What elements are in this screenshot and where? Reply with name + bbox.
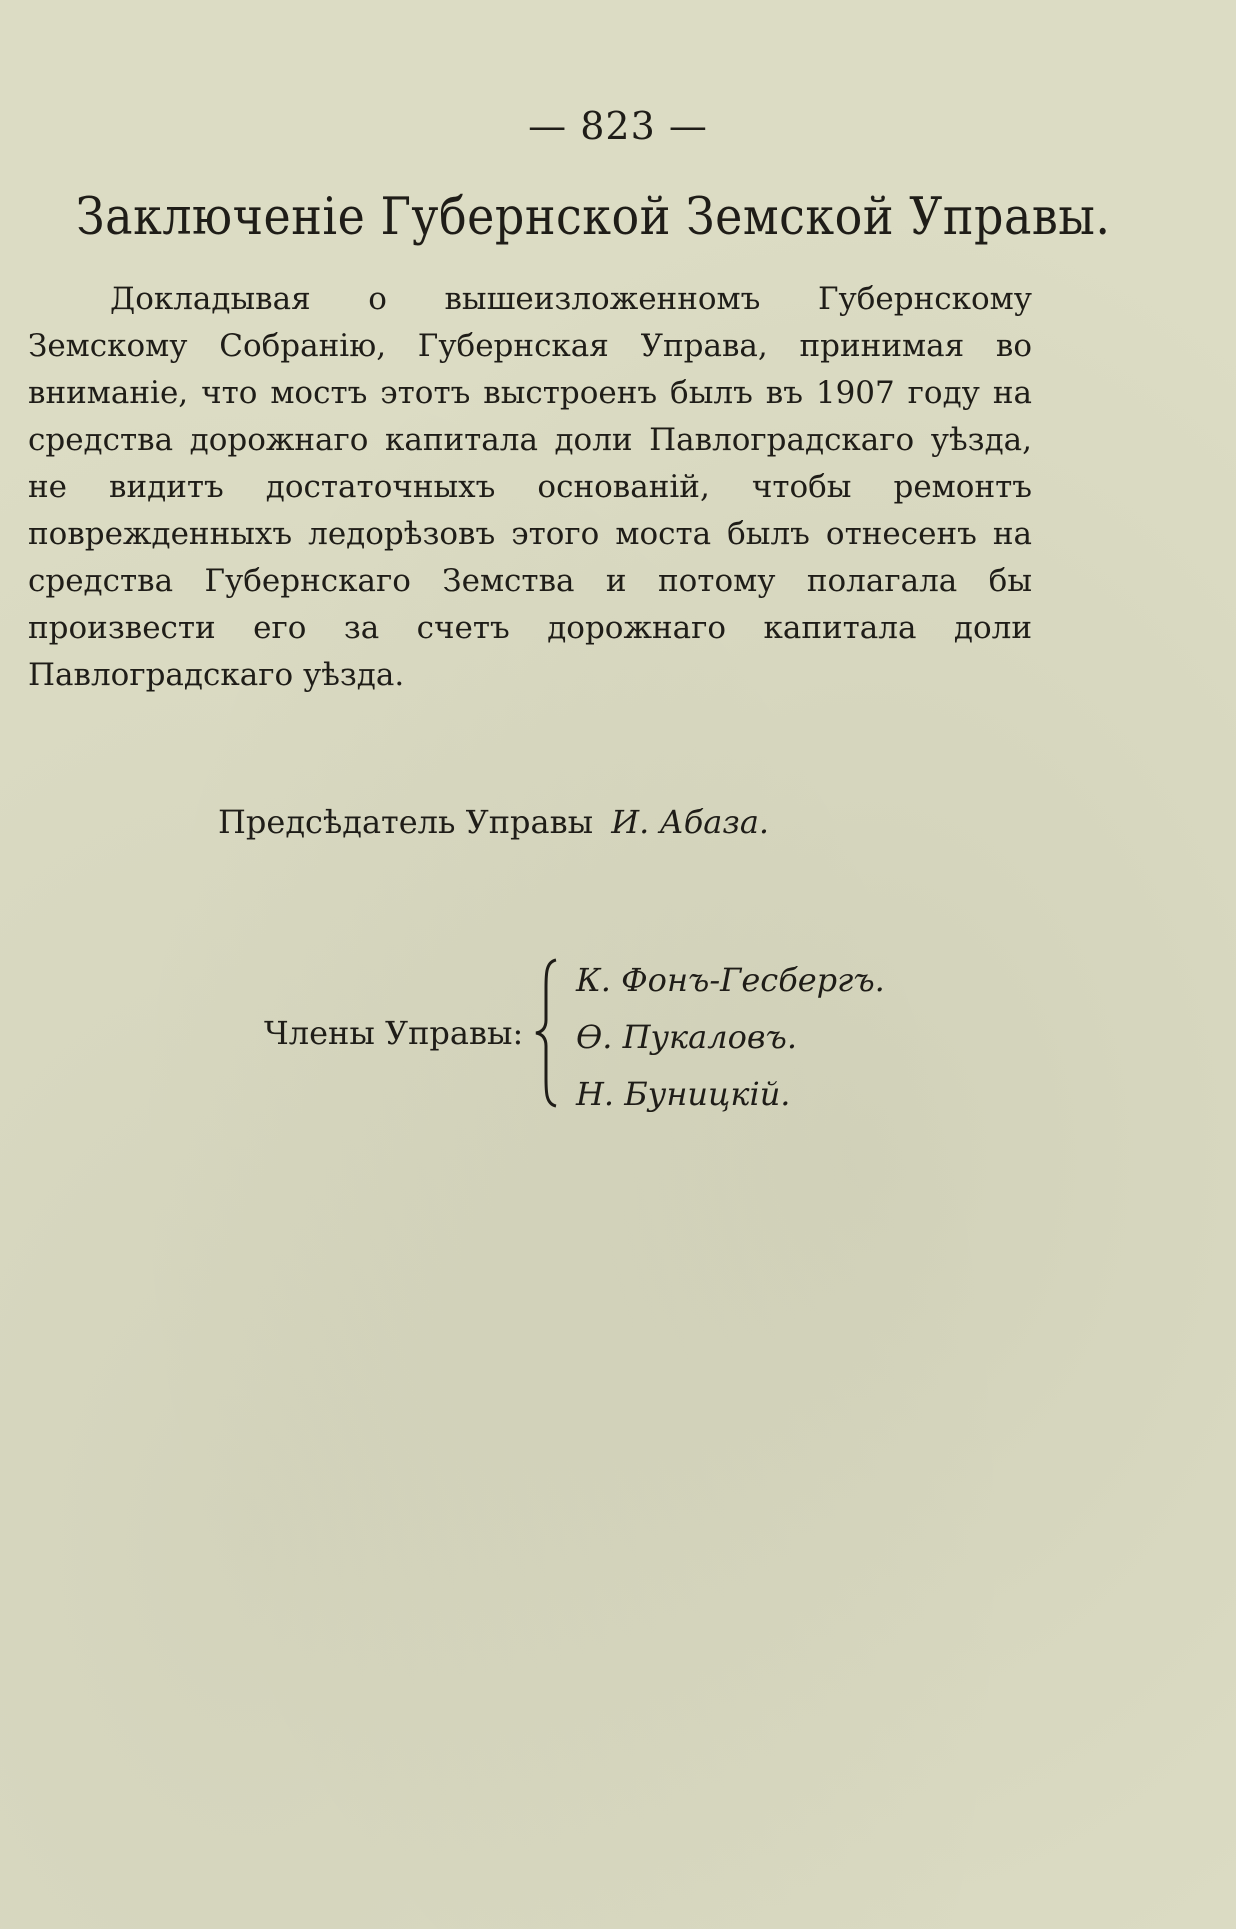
member-name: Ѳ. Пукаловъ. bbox=[576, 1018, 797, 1056]
chairman-name: И. Абаза. bbox=[611, 803, 770, 841]
chairman-label: Предсѣдатель Управы bbox=[218, 803, 594, 841]
members-list bbox=[576, 952, 885, 1123]
chairman-signature bbox=[218, 803, 769, 841]
member-name: Н. Буницкiй. bbox=[576, 1075, 791, 1113]
curly-brace-icon bbox=[534, 958, 562, 1108]
body-paragraph: Докладывая о вышеизложенномъ Губернскому Земскому Собранiю, Губернская Управа, принимая во вниманiе, что мостъ этотъ выстроенъ былъ въ 1907 году на средства дорожнаго капитала доли Павлоградскаго уѣзда, не видитъ достаточныхъ основанiй, чтобы ремонтъ поврежденныхъ ледорѣзовъ этого моста былъ отнесенъ на средства Губернскаго Земства и потому полагала бы произвести его за счетъ дорожнаго капитала доли Павлоградскаго уѣзда. bbox=[28, 281, 1032, 693]
members-label: Члены Управы: bbox=[264, 1014, 524, 1052]
member-name: К. Фонъ-Гесбергъ. bbox=[576, 961, 885, 999]
section-title: Заключенiе Губернской Земской Управы. bbox=[76, 186, 1111, 247]
page-number: — 823 — bbox=[528, 104, 708, 148]
